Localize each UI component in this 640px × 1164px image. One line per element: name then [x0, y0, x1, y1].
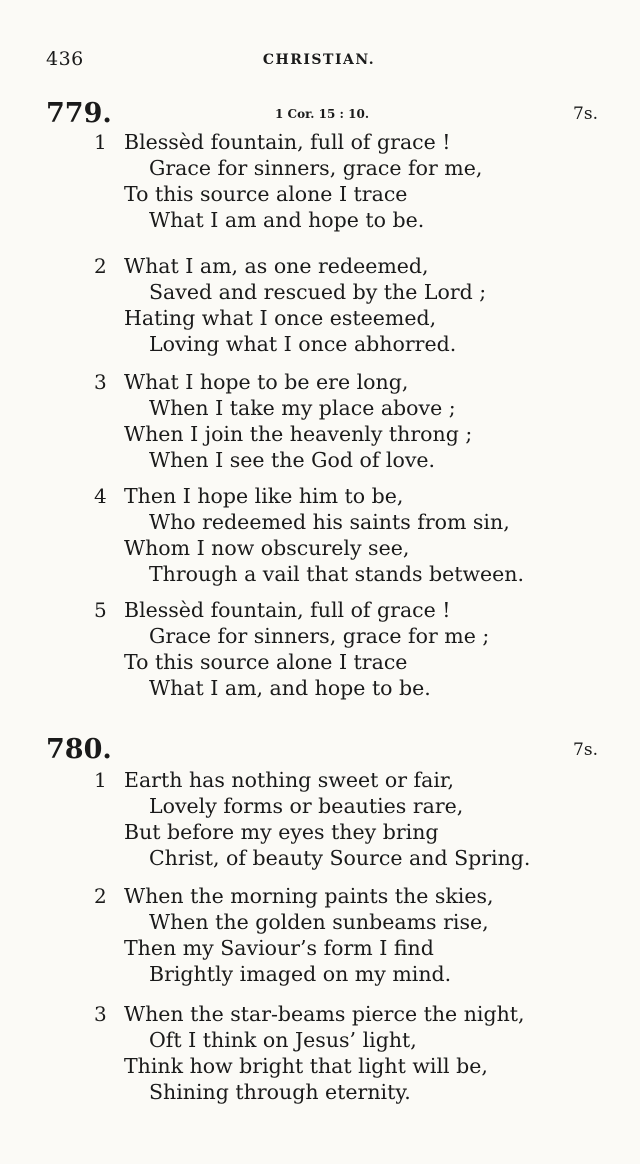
- verse-line: When I take my place above ;: [149, 396, 456, 420]
- verse-line: What I am and hope to be.: [149, 208, 425, 232]
- stanza-number: 2: [94, 254, 107, 278]
- verse-line: Christ, of beauty Source and Spring.: [149, 846, 531, 870]
- verse-line: What I am, and hope to be.: [149, 676, 431, 700]
- verse-line: But before my eyes they bring: [124, 820, 439, 844]
- verse-line: Then my Saviour’s form I find: [124, 936, 434, 960]
- stanza: [94, 130, 554, 234]
- verse-line: Shining through eternity.: [149, 1080, 411, 1104]
- stanza: [94, 884, 554, 988]
- verse-line: When I see the God of love.: [149, 448, 436, 472]
- verse-line: Grace for sinners, grace for me ;: [149, 624, 490, 648]
- hymn-heading: [46, 98, 598, 132]
- stanza: [94, 370, 554, 474]
- verse-line: Whom I now obscurely see,: [124, 536, 410, 560]
- verse-line: When the golden sunbeams rise,: [149, 910, 489, 934]
- verse-line: What I hope to be ere long,: [124, 370, 409, 394]
- verse-line: Brightly imaged on my mind.: [149, 962, 452, 986]
- verse-line: Think how bright that light will be,: [124, 1054, 488, 1078]
- scripture-reference: 1 Cor. 15 : 10.: [274, 107, 370, 121]
- verse-line: Blessèd fountain, full of grace !: [124, 130, 451, 154]
- verse-line: Earth has nothing sweet or fair,: [124, 768, 454, 792]
- stanza: [94, 254, 554, 358]
- stanza-number: 1: [94, 768, 107, 792]
- page-number: 436: [46, 48, 84, 70]
- hymn-meter: 7s.: [573, 104, 598, 124]
- stanza-number: 2: [94, 884, 107, 908]
- stanza-number: 4: [94, 484, 107, 508]
- page-header: [46, 48, 592, 74]
- hymn-meter: 7s.: [573, 740, 598, 760]
- running-head: CHRISTIAN.: [262, 52, 376, 68]
- verse-line: Then I hope like him to be,: [124, 484, 404, 508]
- verse-line: Grace for sinners, grace for me,: [149, 156, 483, 180]
- verse-line: Blessèd fountain, full of grace !: [124, 598, 451, 622]
- verse-line: Loving what I once abhorred.: [149, 332, 457, 356]
- verse-line: Lovely forms or beauties rare,: [149, 794, 464, 818]
- stanza-number: 3: [94, 1002, 107, 1026]
- stanza: [94, 768, 554, 872]
- verse-line: When the star-beams pierce the night,: [124, 1002, 525, 1026]
- stanza-number: 3: [94, 370, 107, 394]
- stanza: [94, 1002, 554, 1106]
- verse-line: What I am, as one redeemed,: [124, 254, 429, 278]
- verse-line: Hating what I once esteemed,: [124, 306, 437, 330]
- verse-line: Oft I think on Jesus’ light,: [149, 1028, 417, 1052]
- stanza-number: 5: [94, 598, 107, 622]
- stanza: [94, 598, 554, 702]
- verse-line: To this source alone I trace: [124, 182, 408, 206]
- verse-line: Who redeemed his saints from sin,: [149, 510, 510, 534]
- verse-line: Through a vail that stands between.: [149, 562, 525, 586]
- verse-line: Saved and rescued by the Lord ;: [149, 280, 487, 304]
- stanza-number: 1: [94, 130, 107, 154]
- hymn-number: 779.: [46, 98, 112, 129]
- hymn-heading: [46, 734, 598, 768]
- stanza: [94, 484, 554, 588]
- verse-line: To this source alone I trace: [124, 650, 408, 674]
- verse-line: When the morning paints the skies,: [124, 884, 494, 908]
- verse-line: When I join the heavenly throng ;: [124, 422, 473, 446]
- hymn-number: 780.: [46, 734, 112, 765]
